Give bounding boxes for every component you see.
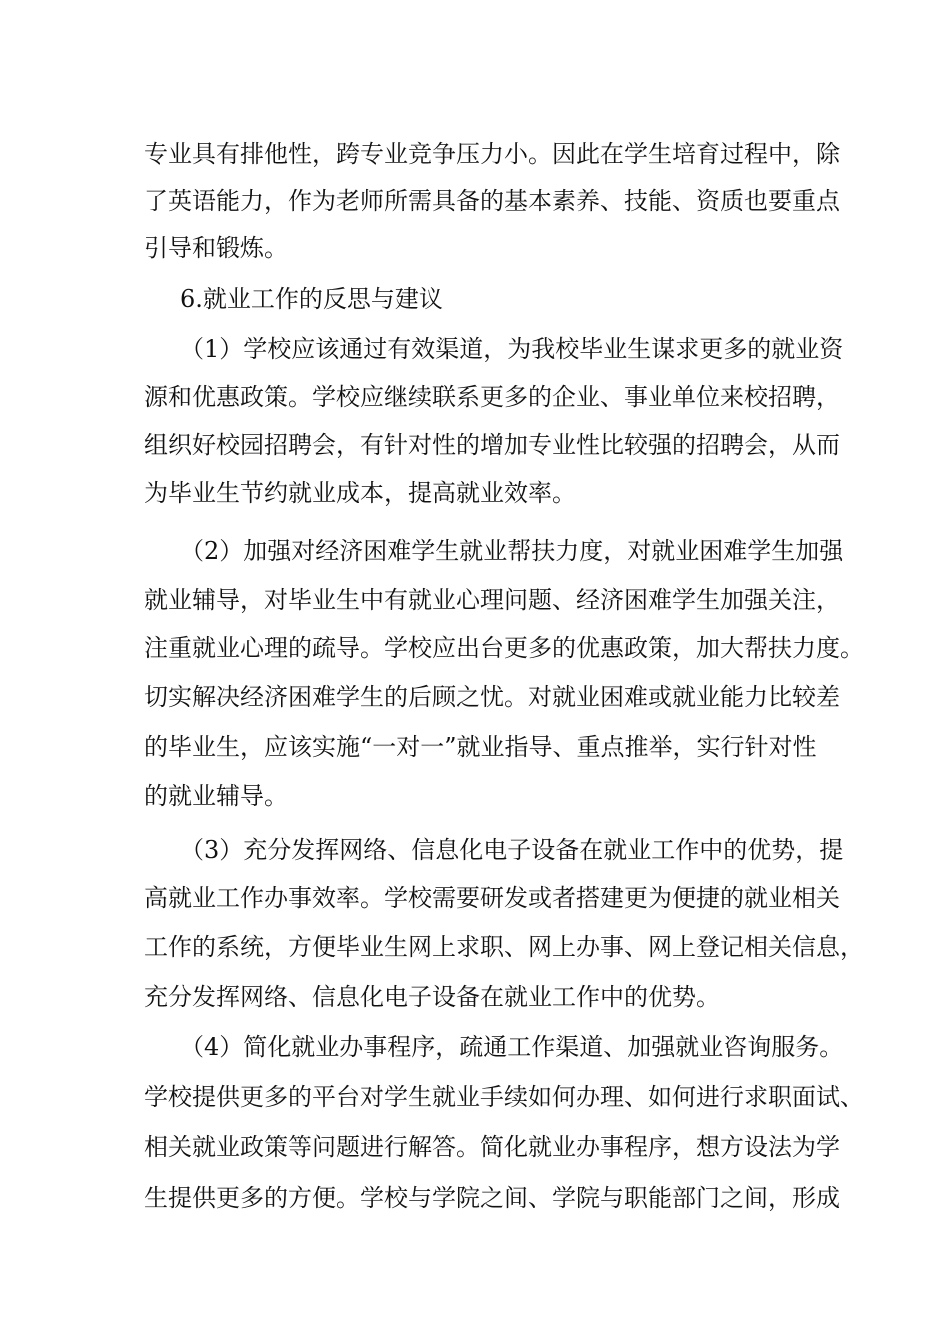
paragraph-line: 生提供更多的方便。学校与学院之间、学院与职能部门之间，形成 [144,1184,840,1212]
paragraph-line: 充分发挥网络、信息化电子设备在就业工作中的优势。 [144,983,720,1011]
paragraph-line: （2）加强对经济困难学生就业帮扶力度，对就业困难学生加强 [180,537,844,565]
paragraph-line: 学校提供更多的平台对学生就业手续如何办理、如何进行求职面试、 [144,1083,864,1111]
paragraph-line: （3）充分发挥网络、信息化电子设备在就业工作中的优势，提 [180,836,844,864]
paragraph-line: 注重就业心理的疏导。学校应出台更多的优惠政策，加大帮扶力度。 [144,634,864,662]
paragraph-line: 高就业工作办事效率。学校需要研发或者搭建更为便捷的就业相关 [144,884,840,912]
paragraph-line: 组织好校园招聘会，有针对性的增加专业性比较强的招聘会，从而 [144,431,840,459]
paragraph-line: 工作的系统，方便毕业生网上求职、网上办事、网上登记相关信息， [144,933,864,961]
section-heading: 6.就业工作的反思与建议 [180,285,443,313]
paragraph-line: 相关就业政策等问题进行解答。简化就业办事程序，想方设法为学 [144,1133,840,1161]
paragraph-line: 的就业辅导。 [144,782,288,810]
paragraph-line: 了英语能力，作为老师所需具备的基本素养、技能、资质也要重点 [144,187,840,215]
paragraph-line: 就业辅导，对毕业生中有就业心理问题、经济困难学生加强关注， [144,586,840,614]
paragraph-line: （4）简化就业办事程序，疏通工作渠道、加强就业咨询服务。 [180,1033,844,1061]
paragraph-line: 源和优惠政策。学校应继续联系更多的企业、事业单位来校招聘， [144,383,840,411]
paragraph-line: 引导和锻炼。 [144,234,288,262]
paragraph-line: 为毕业生节约就业成本，提高就业效率。 [144,479,576,507]
paragraph-line: 的毕业生，应该实施“一对一”就业指导、重点推举，实行针对性 [144,733,817,761]
paragraph-line: （1）学校应该通过有效渠道，为我校毕业生谋求更多的就业资 [180,335,844,363]
paragraph-line: 切实解决经济困难学生的后顾之忧。对就业困难或就业能力比较差 [144,683,840,711]
paragraph-line: 专业具有排他性，跨专业竞争压力小。因此在学生培育过程中，除 [144,140,840,168]
